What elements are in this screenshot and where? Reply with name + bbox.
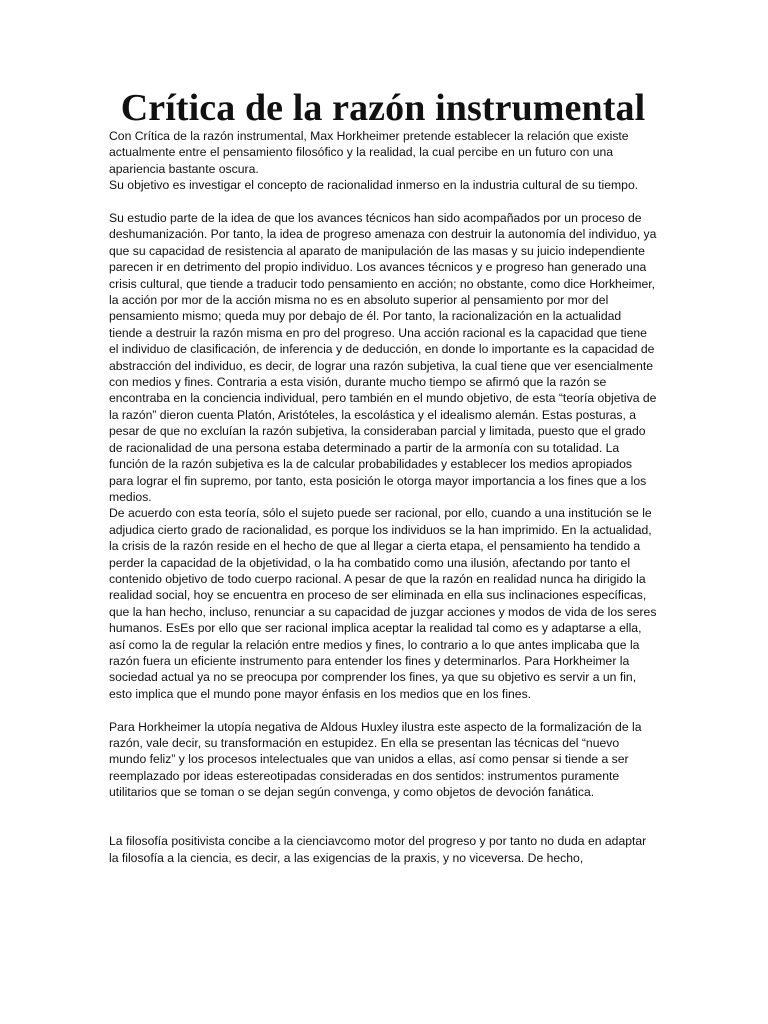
paragraph-spacer bbox=[109, 702, 657, 718]
paragraph-theory: De acuerdo con esta teoría, sólo el sujeto puede ser racional, por ello, cuando a una institución se le adjudica cierto grado de racionalidad, es porque los individuos se la han imprimido. En la actualidad, la crisis de la razón reside en el hecho de que al llegar a cierta etapa, el pensamiento ha tendido a perder la capacidad de la objetividad, o la ha combatido como una ilusión, afectando por tanto el contenido objetivo de todo cuerpo racional. A pesar de que la razón en realidad nunca ha dirigido la realidad social, hoy se encuentra en proceso de ser eliminada en ella sus inclinaciones específicas, que la han hecho, incluso, renunciar a su capacidad de juzgar acciones y modos de vida de los seres humanos. EsEs por ello que ser racional implica aceptar la realidad tal como es y adaptarse a ella, así como la de regular la relación entre medios y fines, lo contrario a lo que antes implicaba que la razón fuera un eficiente instrumento para entender los fines y determinarlos. Para Horkheimer la sociedad actual ya no se preocupa por comprender los fines, ya que su objetivo es servir a un fin, esto implica que el mundo pone mayor énfasis en los medios que en los fines. bbox=[109, 506, 657, 701]
paragraph-positivism: La filosofía positivista concibe a la cienciavcomo motor del progreso y por tanto no duda en adaptar la filosofía a la ciencia, es decir, a las exigencias de la praxis, y no viceversa. De hecho, bbox=[109, 834, 647, 865]
paragraph-spacer bbox=[109, 194, 657, 210]
document-body bbox=[109, 128, 657, 866]
paragraph-intro: Con Crítica de la razón instrumental, Max Horkheimer pretende establecer la relación que existe actualmente entre el pensamiento filosófico y la realidad, la cual percibe en un futuro con una apariencia bastante oscura. bbox=[109, 129, 629, 176]
document-page bbox=[109, 88, 657, 866]
paragraph-huxley: Para Horkheimer la utopía negativa de Aldous Huxley ilustra este aspecto de la formalización de la razón, vale decir, su transformación en estupidez. En ella se presentan las técnicas del “nuevo mundo feliz” y los procesos intelectuales que van unidos a ellas, así como pensar si tiende a ser reemplazado por ideas estereotipadas consideradas en dos sentidos: instrumentos puramente utilitarios que se toman o se dejan según convenga, y como objetos de devoción fanática. bbox=[109, 719, 642, 800]
paragraph-spacer bbox=[109, 801, 657, 834]
paragraph-study: Su estudio parte de la idea de que los avances técnicos han sido acompañados por un proceso de deshumanización. Por tanto, la idea de progreso amenaza con destruir la autonomía del individuo, ya que su capacidad de resistencia al aparato de manipulación de las masas y su juicio independiente parecen ir en detrimento del propio individuo. Los avances técnicos y e progreso han generado una crisis cultural, que tiende a traducir todo pensamiento en acción; no obstante, como dice Horkheimer, la acción por mor de la acción misma no es en absoluto superior al pensamiento por mor del pensamiento mismo; queda muy por debajo de él. Por tanto, la racionalización en la actualidad tiende a destruir la razón misma en pro del progreso. Una acción racional es la capacidad que tiene el individuo de clasificación, de inferencia y de deducción, en donde lo importante es la capacidad de abstracción del individuo, es decir, de lograr una razón subjetiva, la cual tiene que ver esencialmente con medios y fines. Contraria a esta visión, durante mucho tiempo se afirmó que la razón se encontraba en la conciencia individual, pero también en el mundo objetivo, de esta “teoría objetiva de la razón” dieron cuenta Platón, Aristóteles, la escolástica y el idealismo alemán. Estas posturas, a pesar de que no excluían la razón subjetiva, la consideraban parcial y limitada, puesto que el grado de racionalidad de una persona estaba determinado a partir de la armonía con su totalidad. La función de la razón subjetiva es la de calcular probabilidades y establecer los medios apropiados para lograr el fin supremo, por tanto, esta posición le otorga mayor importancia a los fines que a los medios. bbox=[109, 211, 657, 504]
paragraph-objective: Su objetivo es investigar el concepto de racionalidad inmerso en la industria cultural de su tiempo. bbox=[109, 178, 639, 193]
document-title: Crítica de la razón instrumental bbox=[120, 87, 646, 129]
